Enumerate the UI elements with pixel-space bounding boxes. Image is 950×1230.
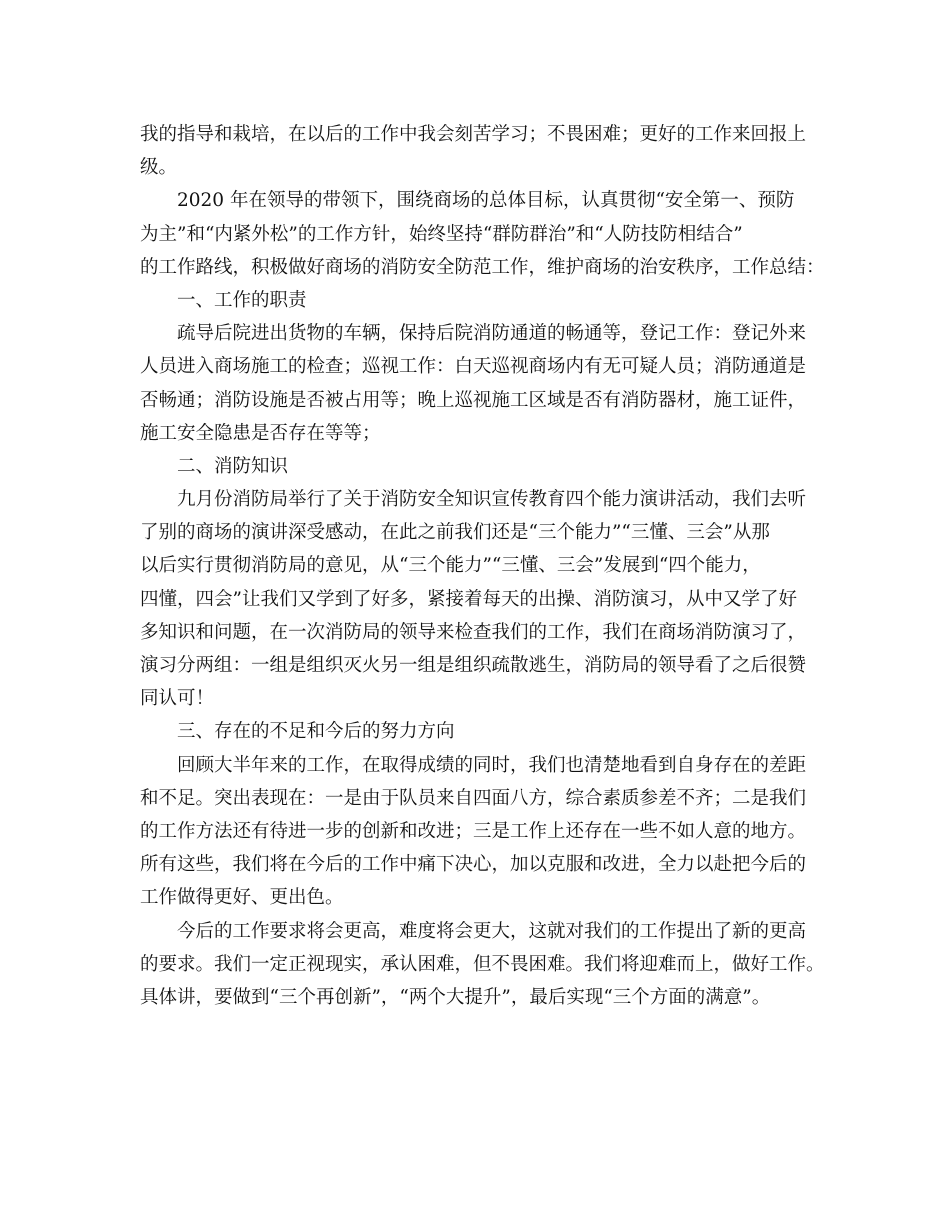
text-line: 回顾大半年来的工作，在取得成绩的同时，我们也清楚地看到自身存在的差距: [177, 754, 807, 776]
text-line: 多知识和问题，在一次消防局的领导来检查我们的工作，我们在商场消防演习了，: [140, 621, 807, 643]
heading-line: 一、工作的职责: [177, 289, 307, 311]
text-line: 了别的商场的演讲深受感动，在此之前我们还是“三个能力”“三懂、三会”从那: [140, 522, 770, 544]
paragraph: [140, 915, 830, 1015]
text-line: 演习分两组：一组是组织灭火另一组是组织疏散逃生，消防局的领导看了之后很赞: [140, 655, 807, 676]
text-line: 工作做得更好、更出色。: [140, 887, 344, 909]
document-body: [140, 118, 830, 1014]
text-line: 级。: [140, 157, 178, 179]
text-line: 的要求。我们一定正视现实，承认困难，但不畏困难。我们将迎难而上，做好工作。: [140, 953, 825, 975]
paragraph: [140, 184, 830, 284]
text-line: 今后的工作要求将会更高，难度将会更大，这就对我们的工作提出了新的更高: [177, 920, 807, 942]
text-line: 施工安全隐患是否存在等等；: [140, 422, 381, 444]
section-heading: [140, 715, 830, 748]
text-line: 我的指导和栽培，在以后的工作中我会刻苦学习；不畏困难；更好的工作来回报上: [140, 124, 807, 145]
text-line: 四懂，四会”让我们又学到了好多，紧接着每天的出操、消防演习，从中又学了好: [140, 588, 797, 610]
paragraph: [140, 749, 830, 915]
section-heading: [140, 450, 830, 483]
text-line: 和不足。突出表现在：一是由于队员来自四面八方，综合素质参差不齐；二是我们: [140, 787, 807, 809]
text-line: 为主”和“内紧外松”的工作方针，始终坚持“群防群治”和“人防技防相结合”: [140, 223, 743, 245]
text-line: 疏导后院进出货物的车辆，保持后院消防通道的畅通等，登记工作：登记外来: [177, 323, 807, 345]
heading-line: 三、存在的不足和今后的努力方向: [177, 721, 455, 743]
text-line: 九月份消防局举行了关于消防安全知识宣传教育四个能力演讲活动，我们去听: [177, 489, 807, 511]
text-line: 具体讲，要做到“三个再创新”，“两个大提升”，最后实现“三个方面的满意”。: [140, 986, 771, 1008]
text-line: 人员进入商场施工的检查；巡视工作：白天巡视商场内有无可疑人员；消防通道是: [140, 356, 807, 378]
text-line: 否畅通；消防设施是否被占用等；晚上巡视施工区域是否有消防器材，施工证件，: [140, 389, 807, 411]
section-heading: [140, 284, 830, 317]
text-line: 同认可！: [140, 688, 215, 710]
text-line: 的工作方法还有待进一步的创新和改进；三是工作上还存在一些不如人意的地方。: [140, 820, 807, 842]
text-line: 的工作路线，积极做好商场的消防安全防范工作，维护商场的治安秩序，工作总结：: [140, 256, 825, 278]
text-line: 所有这些，我们将在今后的工作中痛下决心，加以克服和改进，全力以赴把今后的: [140, 854, 807, 876]
paragraph: [140, 317, 830, 450]
text-line: 2020 年在领导的带领下，围绕商场的总体目标，认真贯彻“安全第一、预防: [177, 190, 795, 212]
paragraph: [140, 118, 830, 184]
paragraph: [140, 483, 830, 715]
text-line: 以后实行贯彻消防局的意见，从“三个能力”“三懂、三会”发展到“四个能力，: [140, 555, 761, 577]
heading-line: 二、消防知识: [177, 455, 289, 477]
